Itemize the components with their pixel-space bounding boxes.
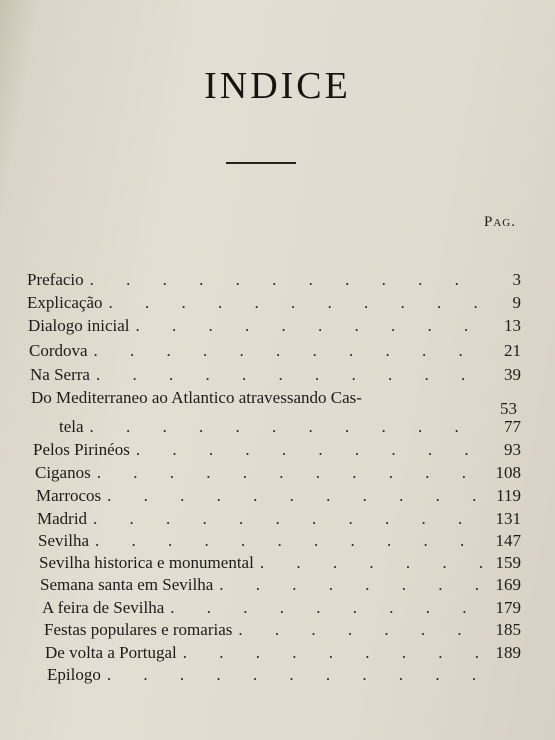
toc-entry	[35, 463, 521, 485]
dot-leader	[260, 553, 487, 573]
toc-entry-label: Explicação	[27, 293, 103, 312]
toc-entry-label: Epilogo	[47, 665, 101, 684]
toc-entry	[29, 341, 521, 363]
toc-entry-label: A feira de Sevilha	[42, 598, 165, 617]
toc-entry-label: Sevilha historica e monumental	[39, 553, 254, 572]
dot-leader	[136, 440, 487, 460]
toc-entry	[30, 365, 521, 387]
toc-entry-page: 93	[504, 440, 521, 459]
toc-entry-label: Na Serra	[30, 365, 90, 384]
dot-leader	[219, 575, 487, 595]
dot-leader	[170, 598, 487, 618]
toc-entry-label: Marrocos	[36, 486, 102, 505]
toc-entry	[45, 643, 521, 665]
toc-entry-page: 108	[495, 463, 521, 482]
toc-entry	[59, 417, 521, 439]
dot-leader	[95, 531, 487, 551]
toc-entry-label: tela	[59, 417, 84, 436]
toc-entry-page: 77	[504, 417, 521, 436]
toc-entry-label: Ciganos	[35, 463, 91, 482]
toc-entry	[39, 553, 521, 575]
page-title: INDICE	[204, 65, 351, 107]
toc-entry-label: Festas populares e romarias	[44, 620, 233, 639]
dot-leader	[96, 365, 487, 385]
dot-leader	[109, 293, 487, 313]
toc-entry	[38, 531, 521, 553]
toc-entry-page: 189	[495, 643, 521, 662]
dot-leader	[107, 486, 487, 506]
toc-entry	[47, 665, 521, 687]
toc-entry	[36, 486, 521, 508]
toc-entry-page: 185	[495, 620, 521, 639]
toc-entry-label: Do Mediterraneo ao Atlantico atravessando Cas-	[31, 388, 362, 407]
toc-entry	[37, 509, 521, 531]
toc-entry	[33, 440, 521, 462]
toc-entry-page: 3	[512, 270, 521, 289]
toc-entry-label: Madrid	[37, 509, 88, 528]
dot-leader	[97, 463, 487, 483]
toc-entry-page: 9	[512, 293, 521, 312]
page-column-label: Pag.	[484, 214, 516, 230]
toc-entry-page: 131	[495, 509, 521, 528]
toc-entry	[44, 620, 521, 642]
dot-leader	[94, 341, 487, 361]
toc-entry-page: 147	[495, 531, 521, 550]
toc-entry-label: Pelos Pirinéos	[33, 440, 130, 459]
toc-entry-label: Cordova	[29, 341, 88, 360]
dot-leader	[93, 509, 487, 529]
dot-leader	[238, 620, 487, 640]
dot-leader	[90, 270, 487, 290]
toc-entry-page: 39	[504, 365, 521, 384]
toc-entry	[27, 293, 521, 315]
toc-entry-page: 159	[495, 553, 521, 572]
toc-entry-label: Prefacio	[27, 270, 84, 289]
dot-leader	[136, 316, 487, 336]
toc-entry	[28, 316, 521, 338]
toc-entry-label: De volta a Portugal	[45, 643, 177, 662]
toc-entry	[40, 575, 521, 597]
toc-entry-page: 179	[495, 598, 521, 617]
toc-entry-label: Sevilha	[38, 531, 89, 550]
toc-entry-page: 169	[495, 575, 521, 594]
toc-entry-page: 13	[504, 316, 521, 335]
toc-entry-page: 21	[504, 341, 521, 360]
toc-entry-label: Semana santa em Sevilha	[40, 575, 214, 594]
toc-entry-page: 53	[500, 399, 517, 418]
dot-leader	[107, 665, 487, 685]
toc-entry	[42, 598, 521, 620]
dot-leader	[90, 417, 487, 437]
toc-entry-page: 119	[496, 486, 521, 505]
toc-entry-label: Dialogo inicial	[28, 316, 130, 335]
dot-leader	[183, 643, 487, 663]
toc-entry	[27, 270, 521, 292]
